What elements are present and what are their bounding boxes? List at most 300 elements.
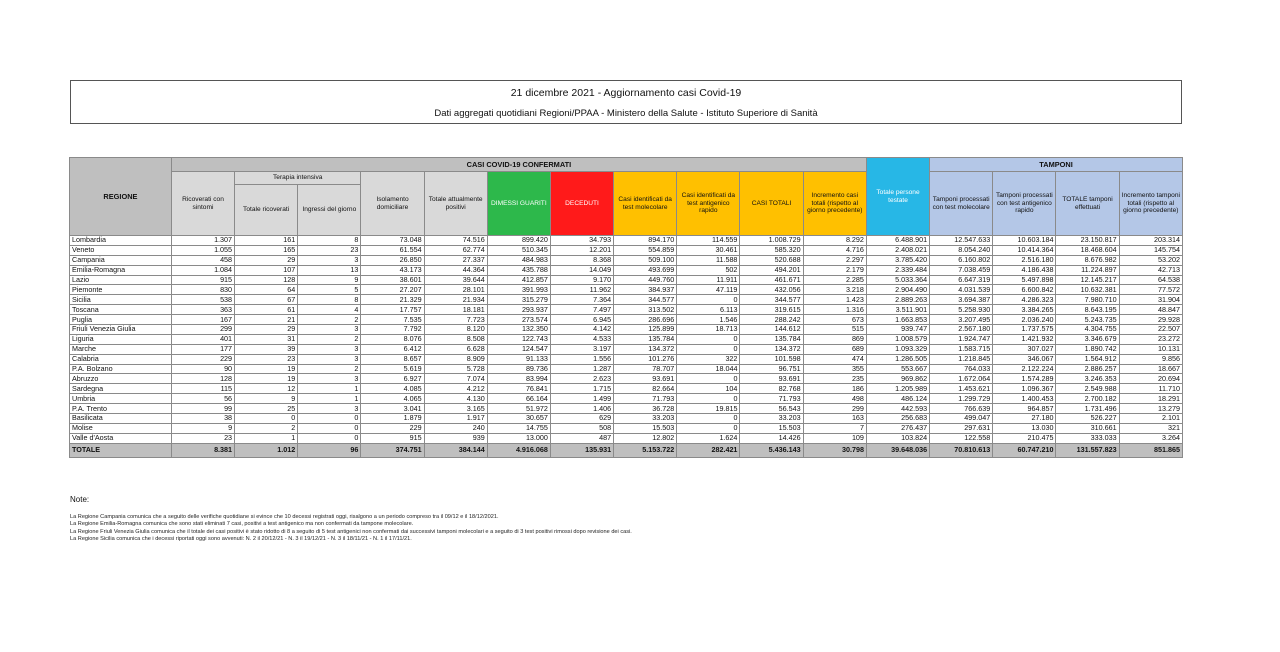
value-cell: 14.426	[740, 433, 803, 443]
value-cell: 61	[235, 305, 298, 315]
value-cell: 3.165	[424, 404, 487, 414]
value-cell: 3.785.420	[866, 255, 929, 265]
value-cell: 3	[298, 354, 361, 364]
value-cell: 1.286.505	[866, 354, 929, 364]
value-cell: 8.909	[424, 354, 487, 364]
value-cell: 4.716	[803, 245, 866, 255]
value-cell: 177	[171, 344, 234, 354]
page-subtitle: Dati aggregati quotidiani Regioni/PPAA - Ministero della Salute - Istituto Superiore di Sanità	[434, 108, 818, 119]
value-cell: 374.751	[361, 443, 424, 457]
value-cell: 1.012	[235, 443, 298, 457]
value-cell: 7.535	[361, 315, 424, 325]
value-cell: 297.631	[930, 423, 993, 433]
region-cell: Abruzzo	[70, 374, 172, 384]
header-col-12: Totale persone testate	[866, 158, 929, 236]
notes-section	[70, 495, 970, 544]
value-cell: 7.038.459	[930, 265, 993, 275]
header-col-8: Casi identificati da test molecolare	[614, 172, 677, 236]
value-cell: 96.751	[740, 364, 803, 374]
value-cell: 1.008.579	[866, 334, 929, 344]
value-cell: 229	[361, 423, 424, 433]
region-cell: Veneto	[70, 245, 172, 255]
region-cell: P.A. Bolzano	[70, 364, 172, 374]
value-cell: 5.258.930	[930, 305, 993, 315]
header-col-11: Incremento casi totali (rispetto al giorno precedente)	[803, 172, 866, 236]
table-row	[70, 394, 1183, 404]
value-cell: 486.124	[866, 394, 929, 404]
value-cell: 28.101	[424, 285, 487, 295]
value-cell: 0	[677, 334, 740, 344]
value-cell: 78.707	[614, 364, 677, 374]
table-row	[70, 305, 1183, 315]
value-cell: 2.904.490	[866, 285, 929, 295]
value-cell: 30.798	[803, 443, 866, 457]
value-cell: 1.400.453	[993, 394, 1056, 404]
value-cell: 474	[803, 354, 866, 364]
value-cell: 8.054.240	[930, 245, 993, 255]
value-cell: 1	[298, 384, 361, 394]
value-cell: 18.667	[1119, 364, 1182, 374]
value-cell: 61.554	[361, 245, 424, 255]
value-cell: 17.757	[361, 305, 424, 315]
value-cell: 1.574.289	[993, 374, 1056, 384]
table-row	[70, 265, 1183, 275]
value-cell: 673	[803, 315, 866, 325]
value-cell: 1.299.729	[930, 394, 993, 404]
value-cell: 276.437	[866, 423, 929, 433]
value-cell: 27.337	[424, 255, 487, 265]
value-cell: 1.546	[677, 315, 740, 325]
value-cell: 18.044	[677, 364, 740, 374]
header-col-13: Tamponi processati con test molecolare	[930, 172, 993, 236]
value-cell: 1.624	[677, 433, 740, 443]
value-cell: 3.694.387	[930, 295, 993, 305]
note-line: La Regione Campania comunica che a seguito delle verifiche quotidiane si evince che 10 decessi registrati oggi, risalgono a un periodo compreso tra il 09/12 e il 18/12/2021.	[70, 514, 499, 520]
value-cell: 3.197	[550, 344, 613, 354]
value-cell: 8.643.195	[1056, 305, 1119, 315]
value-cell: 9	[298, 275, 361, 285]
value-cell: 6.412	[361, 344, 424, 354]
value-cell: 30.461	[677, 245, 740, 255]
value-cell: 64.538	[1119, 275, 1182, 285]
value-cell: 21.329	[361, 295, 424, 305]
value-cell: 6.488.901	[866, 236, 929, 246]
value-cell: 1.917	[424, 414, 487, 424]
value-cell: 3	[298, 374, 361, 384]
value-cell: 461.671	[740, 275, 803, 285]
value-cell: 2	[298, 334, 361, 344]
value-cell: 12	[235, 384, 298, 394]
value-cell: 4.142	[550, 325, 613, 335]
value-cell: 12.802	[614, 433, 677, 443]
value-cell: 8.676.982	[1056, 255, 1119, 265]
value-cell: 3.346.679	[1056, 334, 1119, 344]
value-cell: 25	[235, 404, 298, 414]
value-cell: 585.320	[740, 245, 803, 255]
value-cell: 56.543	[740, 404, 803, 414]
value-cell: 23.272	[1119, 334, 1182, 344]
value-cell: 1.715	[550, 384, 613, 394]
value-cell: 2.297	[803, 255, 866, 265]
value-cell: 4.186.438	[993, 265, 1056, 275]
value-cell: 299	[171, 325, 234, 335]
header-casi-confermati: CASI COVID-19 CONFERMATI	[171, 158, 866, 172]
note-line: La Regione Friuli Venezia Giulia comunica che il totale dei casi positivi è stato ridotto di 8 a seguito di 5 test antigenici non confermati dai successivi tamponi molecolari e a seguito di 3 test positivi rimossi dopo revisione dei casi.	[70, 528, 632, 535]
value-cell: 1.421.932	[993, 334, 1056, 344]
value-cell: 1.218.845	[930, 354, 993, 364]
value-cell: 3.218	[803, 285, 866, 295]
value-cell: 313.502	[614, 305, 677, 315]
notes-title: Note:	[70, 495, 90, 504]
header-col-2: Totale ricoverati	[235, 185, 298, 236]
value-cell: 1.564.912	[1056, 354, 1119, 364]
table-total-row	[70, 443, 1183, 457]
value-cell: 4.533	[550, 334, 613, 344]
value-cell: 322	[677, 354, 740, 364]
value-cell: 1.737.575	[993, 325, 1056, 335]
value-cell: 8.120	[424, 325, 487, 335]
value-cell: 70.810.613	[930, 443, 993, 457]
value-cell: 23	[298, 245, 361, 255]
value-cell: 104	[677, 384, 740, 394]
value-cell: 128	[171, 374, 234, 384]
value-cell: 2.889.263	[866, 295, 929, 305]
value-cell: 1.499	[550, 394, 613, 404]
value-cell: 11.911	[677, 275, 740, 285]
value-cell: 29	[235, 325, 298, 335]
region-cell: Toscana	[70, 305, 172, 315]
value-cell: 391.993	[487, 285, 550, 295]
value-cell: 0	[677, 374, 740, 384]
value-cell: 5.243.735	[1056, 315, 1119, 325]
value-cell: 915	[361, 433, 424, 443]
value-cell: 8.381	[171, 443, 234, 457]
value-cell: 18.291	[1119, 394, 1182, 404]
value-cell: 109	[803, 433, 866, 443]
value-cell: 915	[171, 275, 234, 285]
value-cell: 401	[171, 334, 234, 344]
header-col-4: Isolamento domiciliare	[361, 172, 424, 236]
table-row	[70, 433, 1183, 443]
value-cell: 3.384.265	[993, 305, 1056, 315]
value-cell: 515	[803, 325, 866, 335]
value-cell: 7.723	[424, 315, 487, 325]
value-cell: 8.368	[550, 255, 613, 265]
value-cell: 307.027	[993, 344, 1056, 354]
region-cell: Emilia-Romagna	[70, 265, 172, 275]
value-cell: 1.205.989	[866, 384, 929, 394]
table-row	[70, 255, 1183, 265]
value-cell: 15.503	[614, 423, 677, 433]
region-cell: Puglia	[70, 315, 172, 325]
value-cell: 538	[171, 295, 234, 305]
value-cell: 499.047	[930, 414, 993, 424]
value-cell: 21	[235, 315, 298, 325]
value-cell: 144.612	[740, 325, 803, 335]
value-cell: 186	[803, 384, 866, 394]
value-cell: 128	[235, 275, 298, 285]
value-cell: 145.754	[1119, 245, 1182, 255]
table-row	[70, 285, 1183, 295]
value-cell: 135.931	[550, 443, 613, 457]
value-cell: 344.577	[740, 295, 803, 305]
value-cell: 48.847	[1119, 305, 1182, 315]
value-cell: 13.030	[993, 423, 1056, 433]
value-cell: 1.307	[171, 236, 234, 246]
value-cell: 240	[424, 423, 487, 433]
region-cell: Umbria	[70, 394, 172, 404]
value-cell: 273.574	[487, 315, 550, 325]
value-cell: 167	[171, 315, 234, 325]
value-cell: 894.170	[614, 236, 677, 246]
value-cell: 355	[803, 364, 866, 374]
value-cell: 2.179	[803, 265, 866, 275]
value-cell: 293.937	[487, 305, 550, 315]
value-cell: 64	[235, 285, 298, 295]
value-cell: 5.033.364	[866, 275, 929, 285]
value-cell: 38	[171, 414, 234, 424]
value-cell: 2.285	[803, 275, 866, 285]
value-cell: 90	[171, 364, 234, 374]
value-cell: 939	[424, 433, 487, 443]
value-cell: 2	[298, 315, 361, 325]
value-cell: 33.203	[740, 414, 803, 424]
note-line: La Regione Emilia-Romagna comunica che sono stati eliminati 7 casi, positivi a test antigenico ma non confermati da tampone molecolare.	[70, 521, 414, 528]
value-cell: 0	[677, 295, 740, 305]
value-cell: 134.372	[614, 344, 677, 354]
region-cell: P.A. Trento	[70, 404, 172, 414]
value-cell: 9	[171, 423, 234, 433]
value-cell: 1	[235, 433, 298, 443]
value-cell: 5.497.898	[993, 275, 1056, 285]
table-row	[70, 404, 1183, 414]
value-cell: 0	[677, 423, 740, 433]
title-box	[70, 80, 1182, 124]
value-cell: 42.713	[1119, 265, 1182, 275]
value-cell: 1.055	[171, 245, 234, 255]
value-cell: 319.615	[740, 305, 803, 315]
value-cell: 520.688	[740, 255, 803, 265]
value-cell: 4.065	[361, 394, 424, 404]
value-cell: 73.048	[361, 236, 424, 246]
value-cell: 101.276	[614, 354, 677, 364]
value-cell: 93.691	[614, 374, 677, 384]
header-col-16: Incremento tamponi totali (rispetto al giorno precedente)	[1119, 172, 1182, 236]
value-cell: 125.899	[614, 325, 677, 335]
value-cell: 0	[677, 414, 740, 424]
value-cell: 9.856	[1119, 354, 1182, 364]
value-cell: 5	[298, 285, 361, 295]
value-cell: 39.644	[424, 275, 487, 285]
value-cell: 2.408.021	[866, 245, 929, 255]
value-cell: 9.170	[550, 275, 613, 285]
table-row	[70, 236, 1183, 246]
value-cell: 96	[298, 443, 361, 457]
value-cell: 1.672.064	[930, 374, 993, 384]
region-cell: Basilicata	[70, 414, 172, 424]
table-row	[70, 414, 1183, 424]
value-cell: 5.728	[424, 364, 487, 374]
value-cell: 508	[550, 423, 613, 433]
value-cell: 9	[235, 394, 298, 404]
value-cell: 4.130	[424, 394, 487, 404]
value-cell: 2.516.180	[993, 255, 1056, 265]
value-cell: 10.131	[1119, 344, 1182, 354]
value-cell: 14.755	[487, 423, 550, 433]
value-cell: 93.691	[740, 374, 803, 384]
table-row	[70, 315, 1183, 325]
value-cell: 458	[171, 255, 234, 265]
value-cell: 333.033	[1056, 433, 1119, 443]
region-cell: Sardegna	[70, 384, 172, 394]
value-cell: 8.292	[803, 236, 866, 246]
value-cell: 964.857	[993, 404, 1056, 414]
value-cell: 23	[235, 354, 298, 364]
value-cell: 115	[171, 384, 234, 394]
value-cell: 4.212	[424, 384, 487, 394]
value-cell: 27.180	[993, 414, 1056, 424]
header-col-5: Totale attualmente positivi	[424, 172, 487, 236]
value-cell: 6.628	[424, 344, 487, 354]
value-cell: 6.647.319	[930, 275, 993, 285]
table-row	[70, 374, 1183, 384]
value-cell: 286.696	[614, 315, 677, 325]
region-cell: Piemonte	[70, 285, 172, 295]
value-cell: 4	[298, 305, 361, 315]
header-col-14: Tamponi processati con test antigenico rapido	[993, 172, 1056, 236]
region-cell: Molise	[70, 423, 172, 433]
value-cell: 1.423	[803, 295, 866, 305]
table-row	[70, 334, 1183, 344]
value-cell: 12.547.633	[930, 236, 993, 246]
value-cell: 554.859	[614, 245, 677, 255]
region-cell: Sicilia	[70, 295, 172, 305]
value-cell: 282.421	[677, 443, 740, 457]
value-cell: 1.556	[550, 354, 613, 364]
value-cell: 235	[803, 374, 866, 384]
value-cell: 1.093.329	[866, 344, 929, 354]
value-cell: 135.784	[614, 334, 677, 344]
value-cell: 44.364	[424, 265, 487, 275]
value-cell: 101.598	[740, 354, 803, 364]
value-cell: 502	[677, 265, 740, 275]
value-cell: 27.207	[361, 285, 424, 295]
region-cell: Friuli Venezia Giulia	[70, 325, 172, 335]
value-cell: 0	[677, 394, 740, 404]
header-tamponi: TAMPONI	[930, 158, 1183, 172]
value-cell: 629	[550, 414, 613, 424]
value-cell: 7.792	[361, 325, 424, 335]
value-cell: 122.558	[930, 433, 993, 443]
value-cell: 509.100	[614, 255, 677, 265]
value-cell: 39.648.036	[866, 443, 929, 457]
value-cell: 493.699	[614, 265, 677, 275]
table-row	[70, 295, 1183, 305]
value-cell: 1.879	[361, 414, 424, 424]
table-row	[70, 364, 1183, 374]
value-cell: 4.031.539	[930, 285, 993, 295]
table-row	[70, 423, 1183, 433]
value-cell: 1.663.853	[866, 315, 929, 325]
value-cell: 91.133	[487, 354, 550, 364]
value-cell: 18.713	[677, 325, 740, 335]
value-cell: 2	[298, 364, 361, 374]
value-cell: 13.000	[487, 433, 550, 443]
header-col-3: Ingressi del giorno	[298, 185, 361, 236]
value-cell: 31.904	[1119, 295, 1182, 305]
value-cell: 0	[235, 414, 298, 424]
region-cell: Lombardia	[70, 236, 172, 246]
value-cell: 442.593	[866, 404, 929, 414]
value-cell: 5.153.722	[614, 443, 677, 457]
value-cell: 310.661	[1056, 423, 1119, 433]
region-cell: Liguria	[70, 334, 172, 344]
value-cell: 31	[235, 334, 298, 344]
header-col-6: DIMESSI GUARITI	[487, 172, 550, 236]
value-cell: 851.865	[1119, 443, 1182, 457]
value-cell: 2.339.484	[866, 265, 929, 275]
value-cell: 3.207.495	[930, 315, 993, 325]
value-cell: 3.041	[361, 404, 424, 414]
covid-data-table	[69, 157, 1183, 458]
value-cell: 1.008.729	[740, 236, 803, 246]
value-cell: 2.101	[1119, 414, 1182, 424]
value-cell: 899.420	[487, 236, 550, 246]
value-cell: 103.824	[866, 433, 929, 443]
value-cell: 321	[1119, 423, 1182, 433]
value-cell: 2	[235, 423, 298, 433]
value-cell: 47.119	[677, 285, 740, 295]
value-cell: 2.549.988	[1056, 384, 1119, 394]
value-cell: 122.743	[487, 334, 550, 344]
value-cell: 2.567.180	[930, 325, 993, 335]
value-cell: 38.601	[361, 275, 424, 285]
value-cell: 77.572	[1119, 285, 1182, 295]
value-cell: 71.793	[614, 394, 677, 404]
value-cell: 13.279	[1119, 404, 1182, 414]
value-cell: 0	[298, 433, 361, 443]
value-cell: 0	[298, 423, 361, 433]
value-cell: 30.657	[487, 414, 550, 424]
value-cell: 363	[171, 305, 234, 315]
value-cell: 74.516	[424, 236, 487, 246]
value-cell: 2.623	[550, 374, 613, 384]
value-cell: 33.203	[614, 414, 677, 424]
value-cell: 18.468.604	[1056, 245, 1119, 255]
value-cell: 7.980.710	[1056, 295, 1119, 305]
value-cell: 1.406	[550, 404, 613, 414]
value-cell: 20.694	[1119, 374, 1182, 384]
value-cell: 526.227	[1056, 414, 1119, 424]
value-cell: 18.181	[424, 305, 487, 315]
value-cell: 498	[803, 394, 866, 404]
value-cell: 5.436.143	[740, 443, 803, 457]
value-cell: 60.747.210	[993, 443, 1056, 457]
value-cell: 12.145.217	[1056, 275, 1119, 285]
value-cell: 161	[235, 236, 298, 246]
value-cell: 99	[171, 404, 234, 414]
value-cell: 3.511.901	[866, 305, 929, 315]
value-cell: 13	[298, 265, 361, 275]
value-cell: 3	[298, 344, 361, 354]
value-cell: 21.934	[424, 295, 487, 305]
value-cell: 51.972	[487, 404, 550, 414]
value-cell: 3	[298, 404, 361, 414]
value-cell: 82.664	[614, 384, 677, 394]
table-row	[70, 275, 1183, 285]
value-cell: 229	[171, 354, 234, 364]
value-cell: 34.793	[550, 236, 613, 246]
